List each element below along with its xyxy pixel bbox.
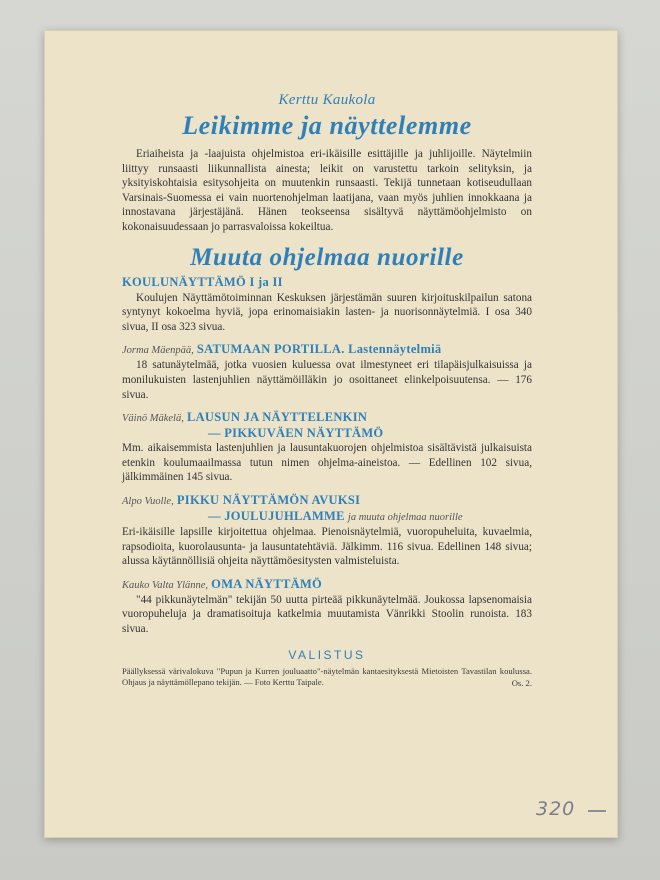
photo-credit-block [122, 666, 532, 687]
entry-text: "44 pikkunäytelmän" tekijän 50 uutta pirteää pikkunäytelmää. Joukossa lapsenomaisia vuoropuheluja ja dramatisoituja katkelmia muutamista Vänrikki Stoolin runoista. 183 sivua. [122, 593, 532, 635]
entry-head-line2 [122, 509, 532, 525]
entry-title: OMA NÄYTTÄMÖ [211, 576, 323, 591]
entry-head [122, 493, 532, 509]
entry-lausun-ja-nayttelenkin [122, 410, 532, 485]
entry-author: Jorma Mäenpää, [122, 345, 194, 357]
section-title: Muuta ohjelmaa nuorille [190, 243, 464, 271]
entry-title: SATUMAAN PORTILLA. Lastennäytelmiä [196, 342, 442, 357]
entry-title: LAUSUN JA NÄYTTELENKIN [186, 410, 368, 425]
entry-head [122, 410, 532, 426]
entry-head [122, 275, 532, 291]
entry-pikku-nayttamon-avuksi [122, 493, 532, 569]
entry-text: Mm. aikaisemmista lastenjuhlien ja lausuntakuorojen ohjelmistoa sisältävistä julkaisuista etenkin koulumaailmassa tutun nimen ohjelma-aineistoa. — Edellinen 102 sivua, jälkimmäinen 145 sivua. [122, 442, 532, 484]
book-title: Leikimme ja näyttelemme [182, 111, 472, 140]
entry-title: PIKKU NÄYTTÄMÖN AVUKSI [176, 492, 361, 507]
pencil-dash [588, 810, 606, 812]
entry-author: Kauko Valta Ylänne, [122, 579, 209, 591]
photo-credit: Päällyksessä värivalokuva "Pupun ja Kurren jouluaatto"-näytelmän kantaesityksestä Mietoisten Tavastilan koulussa. Ohjaus ja näyttämöllepano tekijän. — Foto Kerttu Taipale. [122, 666, 532, 688]
book-description: Eriaiheista ja -laajuista ohjelmistoa eri-ikäisille esittäjille ja juhlijoille. Näytelmiin liittyy runsaasti liikunnallista ainesta; leikit on varustettu tarkoin selityksin, ja yksityiskohtaisia esitysohjeita on muutenkin runsaasti. Tekijä tunnetaan kotiseudullaan Varsinais-Suomessa ei vain nuortenohjelman laatijana, vaan myös juhlien innokkaana ja innostavana järjestäjänä. Hänen teokseensa sisältyvä näyttämöohjelmisto on kokonaisuudessaan jo parrasvaloissa kokeiltua. [122, 148, 532, 233]
entry-head [122, 342, 532, 358]
entry-head [122, 577, 532, 593]
entry-satumaan-portilla [122, 342, 532, 402]
cover-text [122, 92, 532, 688]
entry-author: Alpo Vuolle, [122, 495, 174, 507]
entry-author: Väinö Mäkelä, [122, 413, 184, 425]
book-author: Kerttu Kaukola [278, 92, 376, 108]
entry-title-second-line: — JOULUJUHLAMME [208, 508, 345, 523]
entry-text: Eri-ikäisille lapsille kirjoitettua ohjelmaa. Pienoisnäytelmiä, vuoropuheluita, kuvaelmia, rapsodioita, kuorolausunta- ja lausuntatehtäviä. Jälkimm. 116 sivua. Edellinen 148 sivua; alussa käytännöllisiä ohjeita näyttämöesitysten valmisteluista. [122, 525, 532, 568]
entry-text: 18 satunäytelmää, jotka vuosien kuluessa ovat ilmestyneet eri tilapäisjulkaisuissa ja monilukuisten lastenjuhlien näyttämöilläkin jo osoittaneet elinkelpoisuutensa. — 176 sivua. [122, 359, 532, 401]
entry-text: Koulujen Näyttämötoiminnan Keskuksen järjestämän suuren kirjoituskilpailun satona syntynyt kokoelma hyviä, jopa erinomaisiakin lasten- ja nuorisonnäytelmiä. I osa 340 sivua, II osa 323 sivua. [122, 291, 532, 333]
publisher-name: VALISTUS [288, 648, 366, 663]
entry-title-second-line: — PIKKUVÄEN NÄYTTÄMÖ [208, 426, 384, 441]
print-code: Os. 2. [511, 677, 532, 688]
entry-title-suffix: ja muuta ohjelmaa nuorille [347, 511, 463, 523]
entry-oma-nayttamo [122, 577, 532, 637]
entry-title: KOULUNÄYTTÄMÖ I ja II [122, 274, 283, 289]
entry-koulunayttamo [122, 275, 532, 335]
entry-head-line2 [122, 426, 532, 441]
pencil-price-note: 320 [536, 798, 576, 820]
